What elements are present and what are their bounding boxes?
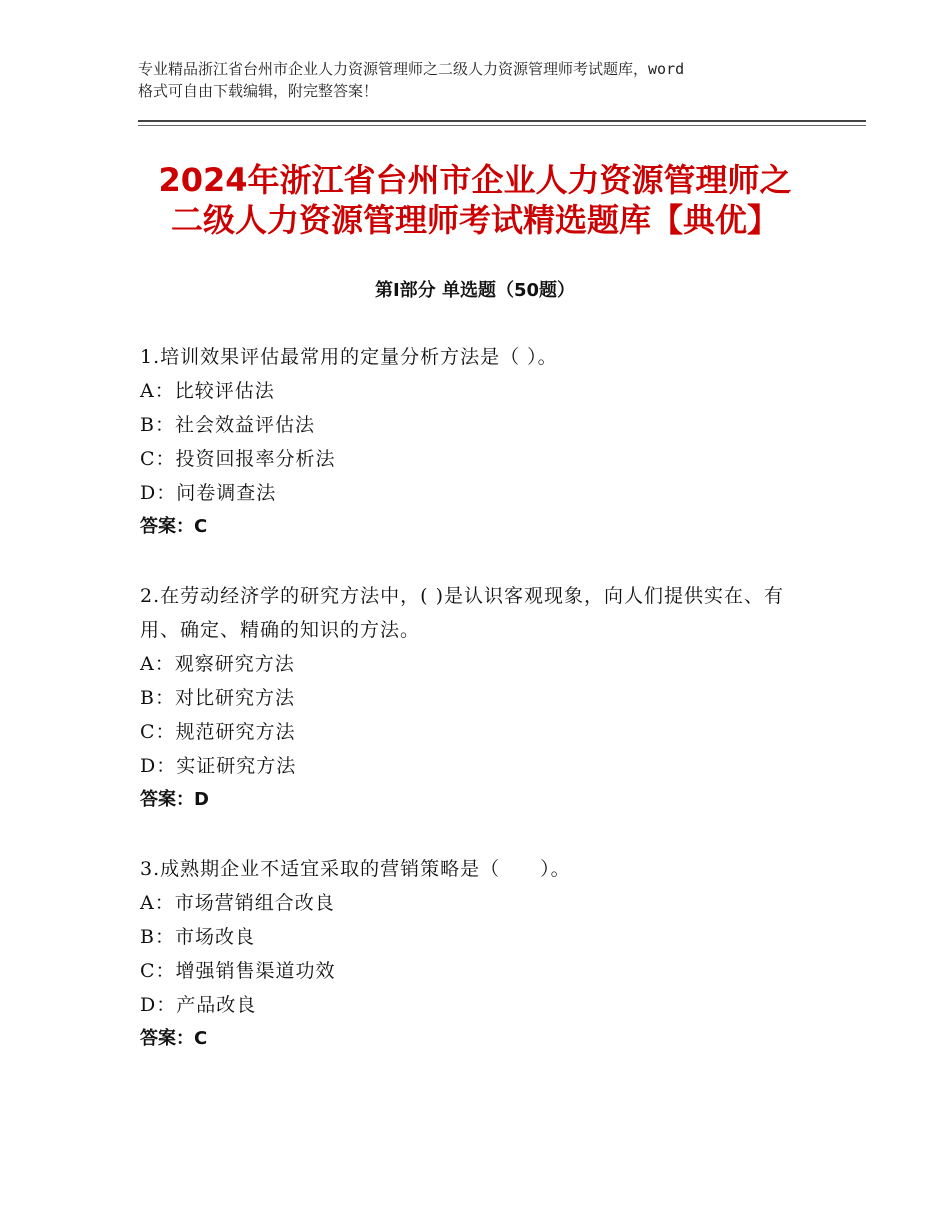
option-d: D：产品改良 <box>140 994 257 1016</box>
header-note <box>138 58 828 102</box>
header-divider-thin <box>138 125 866 126</box>
title-line-2: 二级人力资源管理师考试精选题库【典优】 <box>170 201 779 239</box>
option-b: B：社会效益评估法 <box>140 414 315 436</box>
section-heading: 第Ⅰ部分 单选题（50题） <box>374 280 575 301</box>
option-a: A：观察研究方法 <box>140 653 295 675</box>
option-a: A：市场营销组合改良 <box>140 892 335 914</box>
option-d: D：实证研究方法 <box>140 755 297 777</box>
question-1 <box>140 340 820 544</box>
title-line-1: 2024年浙江省台州市企业人力资源管理师之 <box>158 161 792 199</box>
option-c: C：增强销售渠道功效 <box>140 960 336 982</box>
answer-label: 答案：C <box>140 516 208 537</box>
option-a: A：比较评估法 <box>140 380 275 402</box>
question-2 <box>140 579 820 817</box>
question-stem: 3.成熟期企业不适宜采取的营销策略是（ ）。 <box>140 858 571 880</box>
header-note-line-1: 专业精品浙江省台州市企业人力资源管理师之二级人力资源管理师考试题库，word <box>138 60 685 78</box>
option-d: D：问卷调查法 <box>140 482 277 504</box>
option-b: B：市场改良 <box>140 926 255 948</box>
option-c: C：规范研究方法 <box>140 721 296 743</box>
question-stem: 2.在劳动经济学的研究方法中，( )是认识客观现象，向人们提供实在、有用、确定、精确的知识的方法。 <box>140 585 784 641</box>
header-note-line-2: 格式可自由下载编辑，附完整答案！ <box>138 82 379 100</box>
answer-label: 答案：D <box>140 789 209 810</box>
option-c: C：投资回报率分析法 <box>140 448 336 470</box>
question-3 <box>140 852 820 1056</box>
answer-label: 答案：C <box>140 1028 208 1049</box>
document-title <box>100 160 850 240</box>
question-stem: 1.培训效果评估最常用的定量分析方法是（ ）。 <box>140 346 558 368</box>
header-divider-thick <box>138 120 866 122</box>
option-b: B：对比研究方法 <box>140 687 295 709</box>
